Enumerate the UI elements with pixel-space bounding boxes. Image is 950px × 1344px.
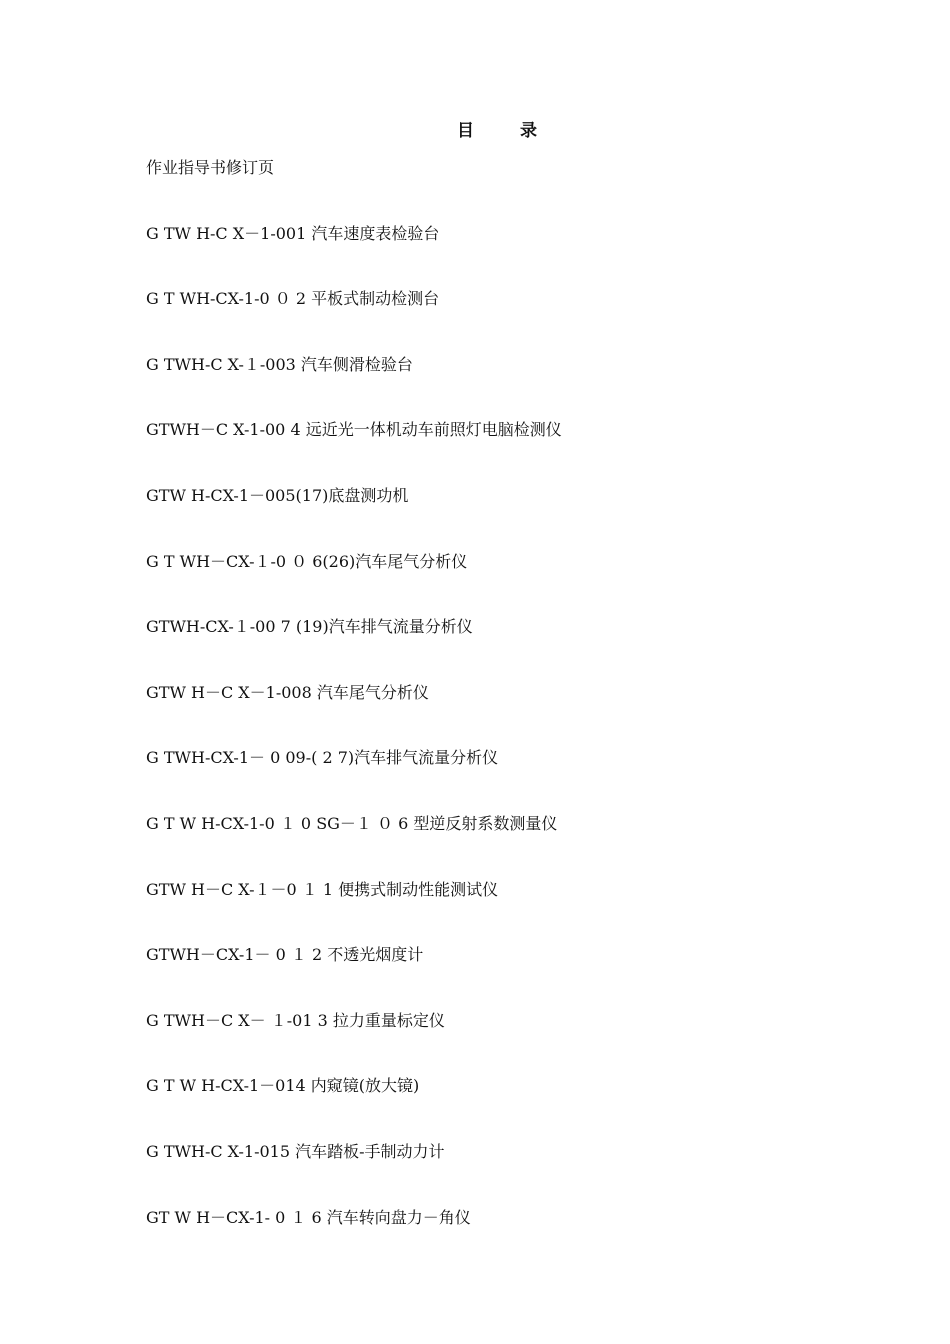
toc-entry: GTWH－C X-1-00 4 远近光一体机动车前照灯电脑检测仪 [146, 420, 562, 440]
toc-entry: G T WH－CX-１-0 ０ 6(26)汽车尾气分析仪 [146, 551, 468, 571]
toc-entry: G TWH-C X-1-015 汽车踏板-手制动力计 [146, 1141, 445, 1161]
toc-entry: GTWH-CX-１-00 7 (19)汽车排气流量分析仪 [146, 617, 473, 637]
toc-entry: G T W H-CX-1-0 １ 0 SG－１ ０ 6 型逆反射系数测量仪 [146, 813, 558, 833]
title-char-left: 目 [457, 121, 476, 141]
page-title [0, 116, 950, 141]
toc-entry: GTW H－C X－1-008 汽车尾气分析仪 [146, 682, 429, 702]
toc-entry: G T WH-CX-1-0 ０ 2 平板式制动检测台 [146, 289, 440, 309]
toc-entry-revision-page: 作业指导书修订页 [146, 158, 275, 177]
toc-entry: G TWH-C X-１-003 汽车侧滑检验台 [146, 354, 413, 374]
toc-entry: GTWH－CX-1－ 0 １ 2 不透光烟度计 [146, 945, 424, 965]
toc-entry: G TWH－C X－ １-01 3 拉力重量标定仪 [146, 1010, 445, 1030]
toc-entry: G TWH-CX-1－ 0 09-( 2 7)汽车排气流量分析仪 [146, 748, 499, 768]
toc-entry: GT W H－CX-1- 0 １ 6 汽车转向盘力－角仪 [146, 1207, 471, 1227]
table-of-contents [146, 156, 562, 1271]
toc-entry: G TW H-C X－1-001 汽车速度表检验台 [146, 223, 440, 243]
title-char-right: 录 [520, 121, 539, 141]
toc-entry: G T W H-CX-1－014 内窥镜(放大镜) [146, 1076, 420, 1096]
toc-entry: GTW H-CX-1－005(17)底盘测功机 [146, 485, 409, 505]
toc-entry: GTW H－C X-１－0 １ 1 便携式制动性能测试仪 [146, 879, 499, 899]
